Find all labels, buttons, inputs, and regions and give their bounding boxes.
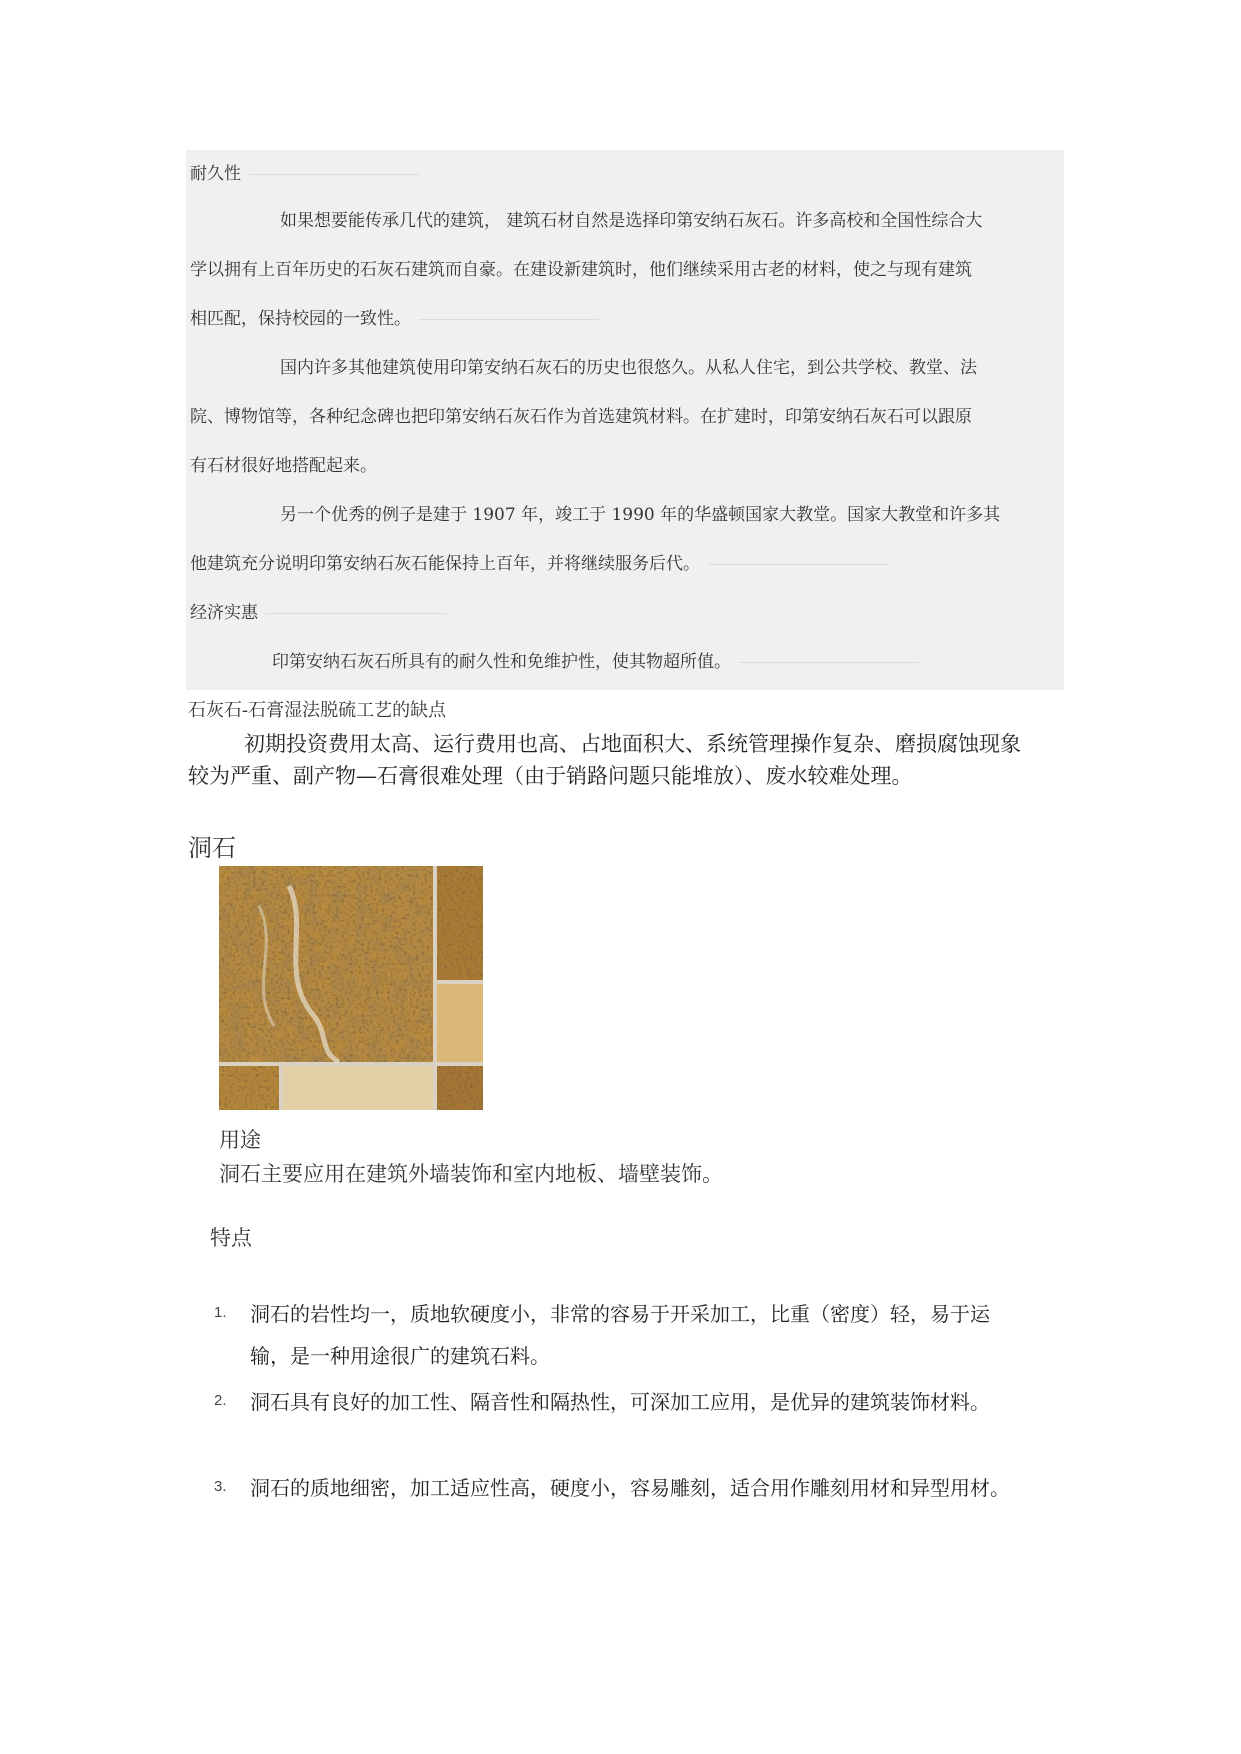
paragraph-line: 他建筑充分说明印第安纳石灰石能保持上百年，并将继续服务后代。 [190,556,888,573]
paragraph-line: 印第安纳石灰石所具有的耐久性和免维护性，使其物超所值。 [272,654,919,671]
paragraph-line: 学以拥有上百年历史的石灰石建筑而自豪。在建设新建筑时，他们继续采用古老的材料，使之与现有建筑 [190,260,972,280]
paragraph-line: 另一个优秀的例子是建于 1907 年，竣工于 1990 年的华盛顿国家大教堂。国家大教堂和许多其 [280,505,1001,525]
paragraph-line: 较为严重、副产物—石膏很难处理（由于销路问题只能堆放）、废水较难处理。 [188,764,913,788]
list-item: 洞石的岩性均一，质地软硬度小，非常的容易于开采加工，比重（密度）轻，易于运 [250,1302,990,1326]
durability-heading: 耐久性 [190,166,419,183]
list-item-number: 2. [214,1392,227,1409]
paragraph-line: 国内许多其他建筑使用印第安纳石灰石的历史也很悠久。从私人住宅，到公共学校、教堂、法 [280,358,977,378]
usage-label: 用途 [219,1128,261,1152]
paragraph-line: 院、博物馆等，各种纪念碑也把印第安纳石灰石作为首选建筑材料。在扩建时，印第安纳石灰石可以跟原 [190,407,972,427]
paragraph-line: 如果想要能传承几代的建筑， 建筑石材自然是选择印第安纳石灰石。许多高校和全国性综合大 [280,211,983,231]
desulfurization-heading: 石灰石-石膏湿法脱硫工艺的缺点 [188,700,447,721]
list-item: 洞石的质地细密，加工适应性高，硬度小，容易雕刻，适合用作雕刻用材和异型用材。 [250,1476,1010,1500]
limestone-section [186,150,1064,690]
features-label: 特点 [210,1226,252,1250]
economy-heading: 经济实惠 [190,605,446,622]
list-item: 输，是一种用途很广的建筑石料。 [250,1344,550,1368]
travertine-title: 洞石 [188,834,236,862]
paragraph-line: 初期投资费用太高、运行费用也高、占地面积大、系统管理操作复杂、磨损腐蚀现象 [244,732,1021,756]
list-item: 洞石具有良好的加工性、隔音性和隔热性，可深加工应用，是优异的建筑装饰材料。 [250,1390,990,1414]
list-item-number: 1. [214,1304,227,1321]
paragraph-line: 有石材很好地搭配起来。 [190,456,377,476]
list-item-number: 3. [214,1478,227,1495]
usage-text: 洞石主要应用在建筑外墙装饰和室内地板、墙壁装饰。 [219,1162,723,1186]
paragraph-line: 相匹配，保持校园的一致性。 [190,311,599,328]
travertine-photo [219,866,483,1110]
